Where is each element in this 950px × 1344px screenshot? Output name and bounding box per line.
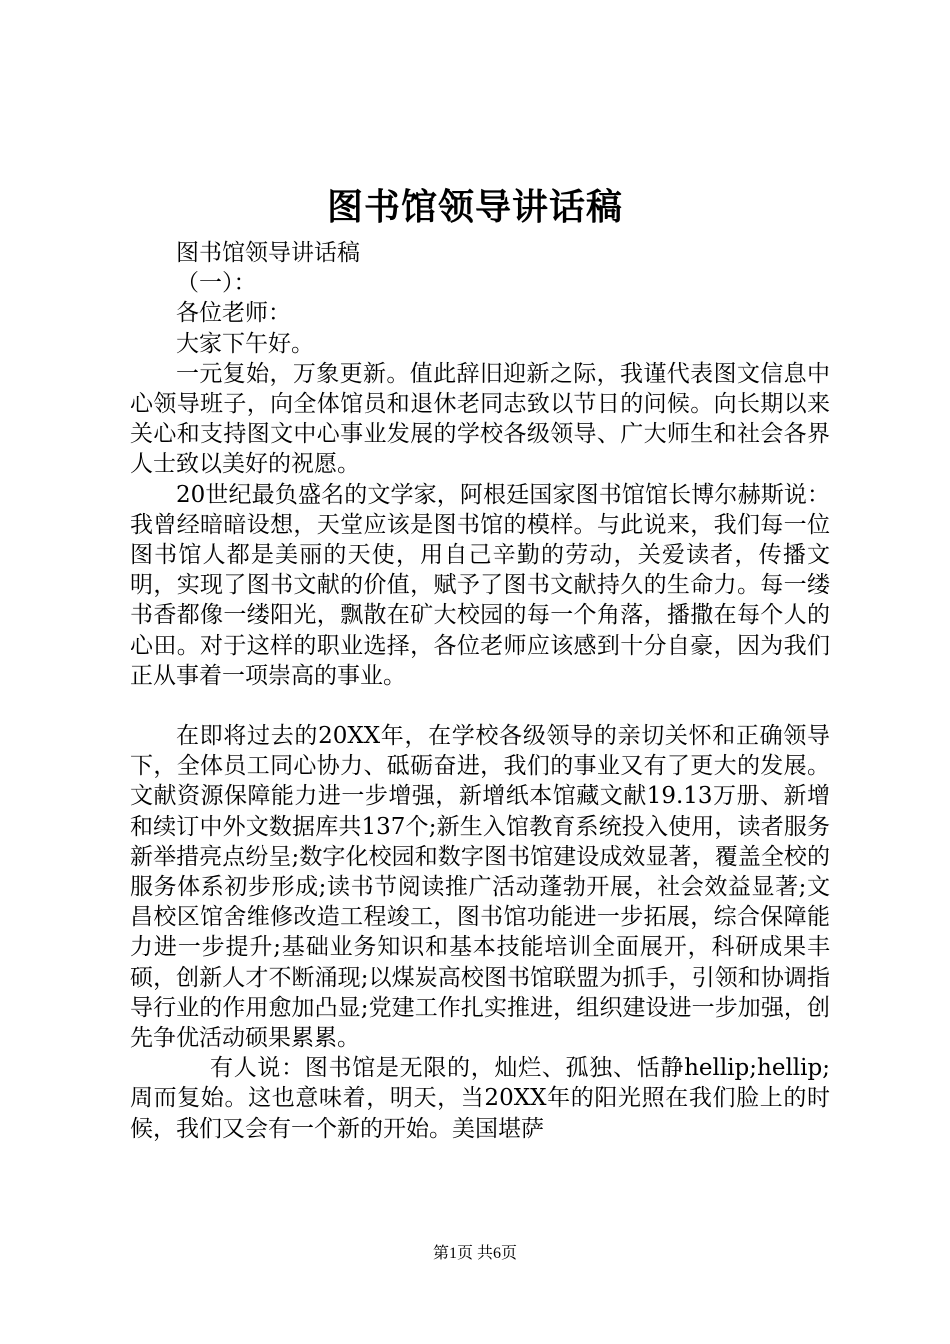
page-indicator: 第1页 共6页 xyxy=(432,1245,517,1262)
paragraph-achievements: 在即将过去的20XX年，在学校各级领导的亲切关怀和正确领导下，全体员工同心协力、砥砺奋进，我们的事业又有了更大的发展。文献资源保障能力进一步增强，新增纸本馆藏文献19.13万册、新增和续订中外文数据库共137个;新生入馆教育系统投入使用，读者服务新举措亮点纷呈;数字化校园和数字图书馆建设成效显著，覆盖全校的服务体系初步形成;读书节阅读推广活动蓬勃开展，社会效益显著;文昌校区馆舍维修改造工程竣工，图书馆功能进一步拓展，综合保障能力进一步提升;基础业务知识和基本技能培训全面展开，科研成果丰硕，创新人才不断涌现;以煤炭高校图书馆联盟为抓手，引领和协调指导行业的作用愈加凸显;党建工作扎实推进，组织建设进一步加强，创先争优活动硕果累累。 xyxy=(130,723,830,1052)
paragraph-spacer xyxy=(130,691,830,721)
paragraph-salutation: 各位老师： xyxy=(176,300,291,327)
paragraph-section-marker: （一）： xyxy=(176,270,257,297)
page-title: 图书馆领导讲话稿 xyxy=(326,186,623,228)
paragraph-new-year: 一元复始，万象更新。值此辞旧迎新之际，我谨代表图文信息中心领导班子，向全体馆员和退休老同志致以节日的问候。向长期以来关心和支持图文中心事业发展的学校各级领导、广大师生和社会各界人士致以美好的祝愿。 xyxy=(130,360,830,478)
paragraph-subtitle: 图书馆领导讲话稿 xyxy=(176,240,360,266)
paragraph-library-infinite: 有人说：图书馆是无限的，灿烂、孤独、恬静hellip;hellip;周而复始。这也意味着，明天，当20XX年的阳光照在我们脸上的时候，我们又会有一个新的开始。美国堪萨 xyxy=(130,1055,830,1142)
document-body xyxy=(130,238,830,1144)
paragraph-greeting: 大家下午好。 xyxy=(176,330,314,357)
paragraph-borges: 20世纪最负盛名的文学家，阿根廷国家图书馆馆长博尔赫斯说：我曾经暗暗设想，天堂应该是图书馆的模样。与此说来，我们每一位图书馆人都是美丽的天使，用自己辛勤的劳动，关爱读者，传播文明，实现了图书文献的价值，赋予了图书文献持久的生命力。每一缕书香都像一缕阳光，飘散在矿大校园的每一个角落，播撒在每个人的心田。对于这样的职业选择，各位老师应该感到十分自豪，因为我们正从事着一项崇高的事业。 xyxy=(130,481,830,689)
